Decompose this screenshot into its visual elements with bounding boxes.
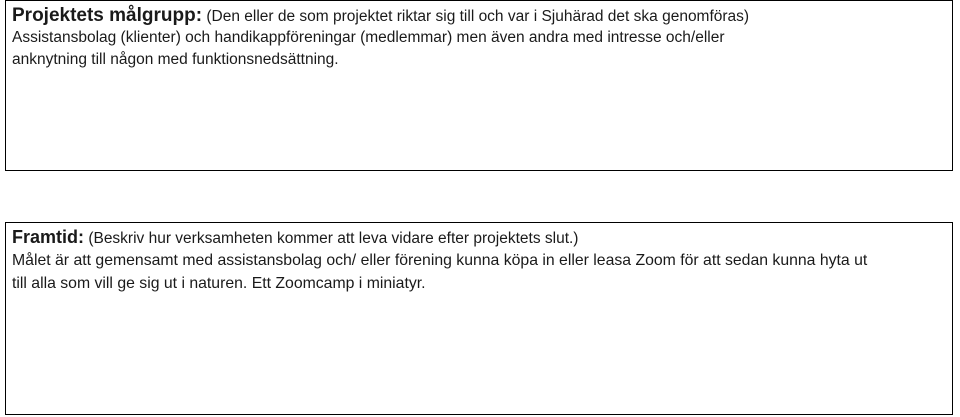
future-heading-line <box>12 227 946 249</box>
future-note: (Beskriv hur verksamheten kommer att leva vidare efter projektets slut.) <box>88 230 579 247</box>
future-line-1: Målet är att gemensamt med assistansbolag och/ eller förening kunna köpa in eller leasa Zoom för att sedan kunna hyta ut <box>12 252 868 269</box>
future-section <box>5 222 953 415</box>
target-group-heading-line <box>12 5 946 27</box>
target-group-note: (Den eller de som projektet riktar sig till och var i Sjuhärad det ska genomföras) <box>206 8 750 25</box>
target-group-line-2: anknytning till någon med funktionsnedsättning. <box>12 51 339 68</box>
target-group-line-1: Assistansbolag (klienter) och handikappföreningar (medlemmar) men även andra med intresse och/eller <box>12 29 725 46</box>
target-group-heading: Projektets målgrupp: <box>12 5 203 26</box>
future-line-2: till alla som vill ge sig ut i naturen. Ett Zoomcamp i miniatyr. <box>12 275 426 292</box>
target-group-section <box>5 0 953 171</box>
future-heading: Framtid: <box>12 227 84 247</box>
